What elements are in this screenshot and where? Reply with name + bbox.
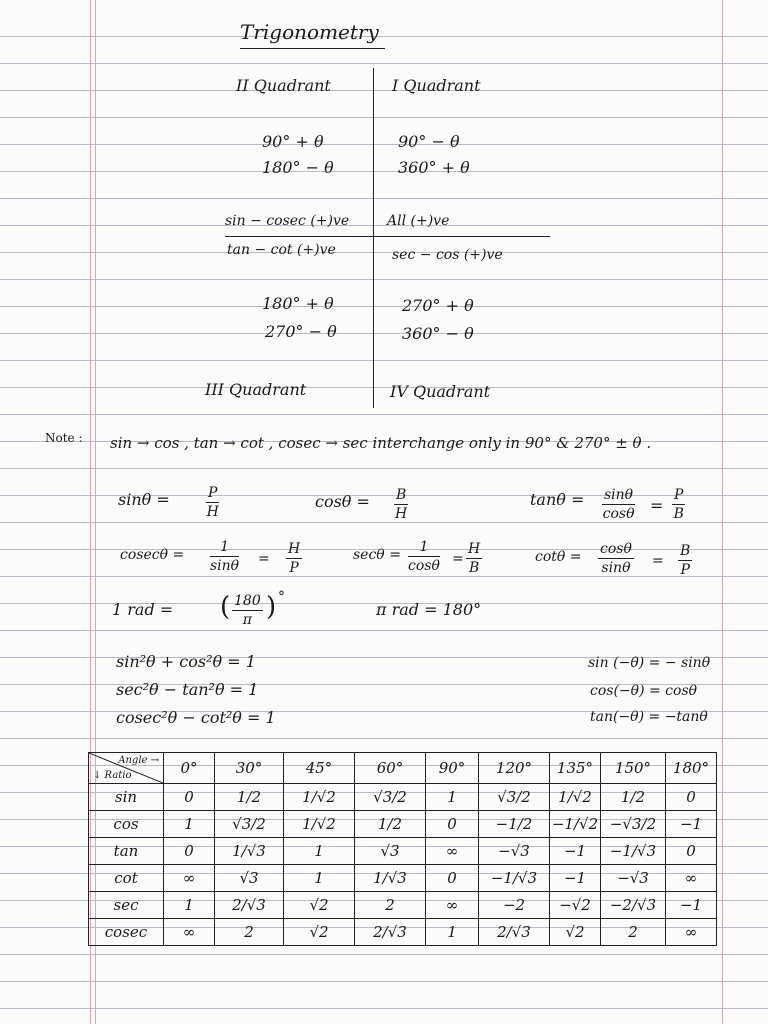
identity-cosec-cot: cosec²θ − cot²θ = 1 xyxy=(116,708,276,727)
table-cell: ∞ xyxy=(426,838,479,865)
negative-angle-cos: cos(−θ) = cosθ xyxy=(590,683,698,699)
quadrant-1-sign-1: All (+)ve xyxy=(387,213,450,229)
tan-definition-lhs: tanθ = xyxy=(530,490,585,509)
table-cell: 2/√3 xyxy=(479,919,550,946)
table-cell: −1 xyxy=(666,892,717,919)
table-cell: −1 xyxy=(666,811,717,838)
sin-denominator: H xyxy=(206,504,219,520)
table-cell: √3/2 xyxy=(355,784,426,811)
tan-equals: = xyxy=(650,496,664,515)
cosec-fraction-1 xyxy=(210,540,239,573)
quadrant-1-sign-2: sec − cos (+)ve xyxy=(392,247,503,263)
table-row xyxy=(89,838,717,865)
quadrant-vertical-divider xyxy=(373,68,374,408)
note-label: Note : xyxy=(45,431,83,445)
tan-numerator-2: P xyxy=(674,487,684,503)
table-cell: −1/√3 xyxy=(479,865,550,892)
cos-numerator: B xyxy=(396,487,407,503)
table-cell: 1 xyxy=(426,784,479,811)
table-cell: ∞ xyxy=(426,892,479,919)
table-cell: √2 xyxy=(550,919,601,946)
table-corner-cell xyxy=(89,753,164,784)
table-cell: −2 xyxy=(479,892,550,919)
table-cell: √3 xyxy=(215,865,284,892)
sec-numerator-1: 1 xyxy=(408,540,440,557)
ratio-name: cos xyxy=(89,811,164,838)
table-cell: −1/√3 xyxy=(601,838,666,865)
ratio-name: sin xyxy=(89,784,164,811)
ratio-name: sec xyxy=(89,892,164,919)
table-cell: √2 xyxy=(284,892,355,919)
cosec-numerator-2: H xyxy=(288,541,301,557)
quadrant-4-angle-2: 360° − θ xyxy=(402,324,474,343)
sec-definition-lhs: secθ = xyxy=(353,547,401,563)
angle-header: 150° xyxy=(601,753,666,784)
angle-header: 180° xyxy=(666,753,717,784)
tan-numerator-1: sinθ xyxy=(604,487,634,503)
trig-values-table xyxy=(88,752,717,946)
table-cell: ∞ xyxy=(164,865,215,892)
radian-open-paren: ( xyxy=(220,592,231,622)
pi-rad-equation: π rad = 180° xyxy=(376,600,482,619)
table-cell: 1 xyxy=(426,919,479,946)
quadrant-1-angle-1: 90° − θ xyxy=(398,132,460,151)
sec-denominator-2: B xyxy=(468,560,480,576)
ratio-name: cosec xyxy=(89,919,164,946)
cosec-denominator-1: sinθ xyxy=(210,558,240,574)
quadrant-3-angle-2: 270° − θ xyxy=(265,322,337,341)
angle-header: 120° xyxy=(479,753,550,784)
page-title: Trigonometry xyxy=(240,20,379,44)
angle-header: 0° xyxy=(164,753,215,784)
table-cell: 0 xyxy=(666,838,717,865)
identity-sin-cos: sin²θ + cos²θ = 1 xyxy=(116,652,256,671)
title-underline xyxy=(240,48,385,49)
cosec-equals: = xyxy=(258,551,270,567)
table-body xyxy=(89,784,717,946)
quadrant-2-sign-2: tan − cot (+)ve xyxy=(227,242,336,258)
quadrant-3-label: III Quadrant xyxy=(205,380,307,399)
table-cell: 1/2 xyxy=(215,784,284,811)
negative-angle-tan: tan(−θ) = −tanθ xyxy=(590,709,708,725)
sin-fraction xyxy=(206,486,219,519)
table-cell: 0 xyxy=(426,811,479,838)
quadrant-4-label: IV Quadrant xyxy=(390,382,491,401)
table-cell: ∞ xyxy=(666,865,717,892)
corner-angle-label: Angle → xyxy=(118,755,159,766)
sin-definition-lhs: sinθ = xyxy=(118,490,170,509)
table-cell: 1 xyxy=(164,811,215,838)
table-cell: 1/√2 xyxy=(284,811,355,838)
radian-denominator: π xyxy=(242,612,252,628)
tan-denominator-2: B xyxy=(673,506,684,522)
table-cell: 0 xyxy=(666,784,717,811)
quadrant-1-label: I Quadrant xyxy=(392,76,481,95)
table-cell: 1/2 xyxy=(601,784,666,811)
quadrant-1-angle-2: 360° + θ xyxy=(398,158,470,177)
cot-fraction-1 xyxy=(598,542,634,575)
identity-sec-tan: sec²θ − tan²θ = 1 xyxy=(116,680,259,699)
cot-equals: = xyxy=(652,553,664,569)
table-cell: −1 xyxy=(550,838,601,865)
negative-angle-sin: sin (−θ) = − sinθ xyxy=(588,655,711,671)
cosec-fraction-2 xyxy=(286,542,302,575)
radian-degree-mark: ° xyxy=(278,589,285,605)
table-row xyxy=(89,865,717,892)
table-cell: −1/√2 xyxy=(550,811,601,838)
cosec-denominator-2: P xyxy=(289,560,299,576)
radian-fraction xyxy=(232,594,263,627)
table-cell: 1 xyxy=(284,838,355,865)
table-cell: 2 xyxy=(355,892,426,919)
quadrant-2-angle-1: 90° + θ xyxy=(262,132,324,151)
table-cell: 1/2 xyxy=(355,811,426,838)
table-header-row xyxy=(89,753,717,784)
table-cell: 2 xyxy=(215,919,284,946)
sec-denominator-1: cosθ xyxy=(408,558,440,574)
cosec-numerator-1: 1 xyxy=(210,540,239,557)
note-text: sin → cos , tan → cot , cosec → sec interchange only in 90° & 270° ± θ . xyxy=(110,434,652,452)
cos-fraction xyxy=(394,488,408,521)
cot-fraction-2 xyxy=(678,544,692,577)
table-row xyxy=(89,784,717,811)
table-cell: 1/√3 xyxy=(355,865,426,892)
sec-numerator-2: H xyxy=(468,541,481,557)
cot-numerator-2: B xyxy=(680,543,691,559)
table-cell: 0 xyxy=(164,838,215,865)
angle-header: 90° xyxy=(426,753,479,784)
cos-denominator: H xyxy=(395,506,408,522)
table-cell: √3 xyxy=(355,838,426,865)
table-cell: 2/√3 xyxy=(355,919,426,946)
quadrant-4-angle-1: 270° + θ xyxy=(402,296,474,315)
angle-header: 60° xyxy=(355,753,426,784)
angle-header: 45° xyxy=(284,753,355,784)
cot-denominator-2: P xyxy=(680,562,690,578)
cot-definition-lhs: cotθ = xyxy=(535,549,582,565)
angle-header: 135° xyxy=(550,753,601,784)
table-cell: 2/√3 xyxy=(215,892,284,919)
cot-numerator-1: cosθ xyxy=(600,541,632,557)
radian-lhs: 1 rad = xyxy=(112,600,174,619)
table-cell: −√3 xyxy=(479,838,550,865)
table-cell: 1 xyxy=(164,892,215,919)
table-row xyxy=(89,892,717,919)
quadrant-2-label: II Quadrant xyxy=(236,76,331,95)
table-cell: 1/√2 xyxy=(284,784,355,811)
quadrant-2-angle-2: 180° − θ xyxy=(262,158,334,177)
table-cell: √3/2 xyxy=(215,811,284,838)
tan-fraction-1 xyxy=(602,488,635,521)
ratio-name: cot xyxy=(89,865,164,892)
table-cell: −√2 xyxy=(550,892,601,919)
table-cell: √3/2 xyxy=(479,784,550,811)
cosec-definition-lhs: cosecθ = xyxy=(120,547,185,563)
corner-ratio-label: ↓ Ratio xyxy=(93,770,132,781)
table-cell: −1 xyxy=(550,865,601,892)
tan-fraction-2 xyxy=(672,488,685,521)
sec-fraction-1 xyxy=(408,540,440,573)
quadrant-3-angle-1: 180° + θ xyxy=(262,294,334,313)
table-cell: 0 xyxy=(426,865,479,892)
ratio-name: tan xyxy=(89,838,164,865)
table-cell: 1 xyxy=(284,865,355,892)
sec-fraction-2 xyxy=(466,542,482,575)
radian-numerator: 180 xyxy=(234,593,261,609)
table-cell: −1/2 xyxy=(479,811,550,838)
table-cell: −√3 xyxy=(601,865,666,892)
tan-denominator-1: cosθ xyxy=(602,506,635,522)
table-cell: 0 xyxy=(164,784,215,811)
cot-denominator-1: sinθ xyxy=(601,560,631,576)
table-cell: 2 xyxy=(601,919,666,946)
table-cell: √2 xyxy=(284,919,355,946)
table-cell: −√3/2 xyxy=(601,811,666,838)
sin-numerator: P xyxy=(208,485,218,501)
sign-divider xyxy=(225,236,550,237)
radian-close-paren: ) xyxy=(266,592,277,622)
table-cell: ∞ xyxy=(164,919,215,946)
quadrant-2-sign-1: sin − cosec (+)ve xyxy=(225,213,350,229)
table-cell: −2/√3 xyxy=(601,892,666,919)
table-cell: 1/√3 xyxy=(215,838,284,865)
cos-definition-lhs: cosθ = xyxy=(315,492,370,511)
table-cell: 1/√2 xyxy=(550,784,601,811)
margin-line-right xyxy=(722,0,723,1024)
sec-equals: = xyxy=(452,551,464,567)
table-row xyxy=(89,919,717,946)
angle-header: 30° xyxy=(215,753,284,784)
table-row xyxy=(89,811,717,838)
table-cell: ∞ xyxy=(666,919,717,946)
